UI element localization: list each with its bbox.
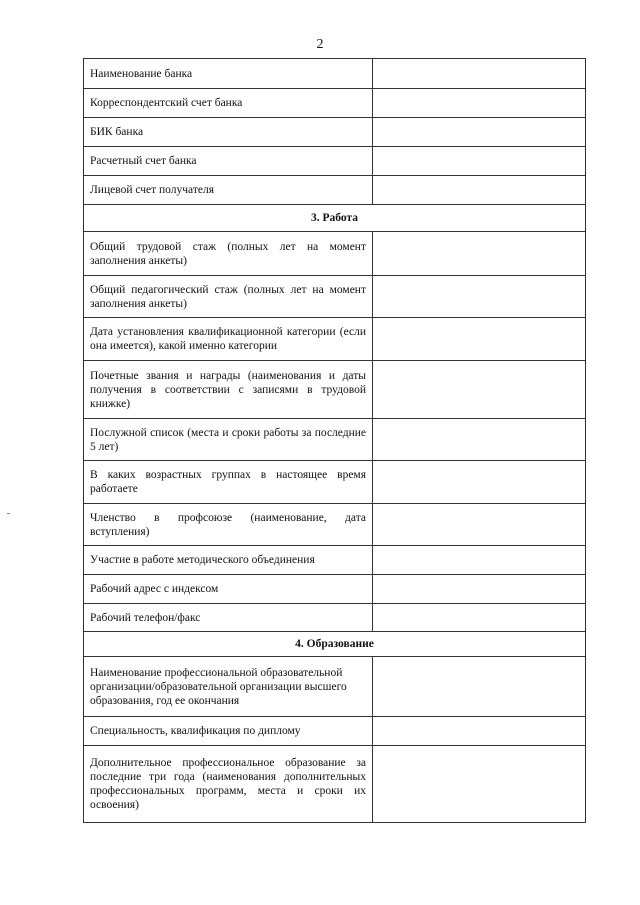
form-row: [84, 657, 586, 717]
section-header-row: [84, 632, 586, 657]
form-row: [84, 176, 586, 205]
field-label: Наименование банка: [84, 59, 373, 89]
field-value[interactable]: [373, 118, 586, 147]
field-value[interactable]: [373, 575, 586, 604]
field-label: В каких возрастных группах в настоящее время работаете: [84, 461, 373, 504]
field-value[interactable]: [373, 746, 586, 823]
form-row: [84, 419, 586, 461]
field-label: Дата установления квалификационной категории (если она имеется), какой именно категории: [84, 318, 373, 361]
field-label: Расчетный счет банка: [84, 147, 373, 176]
field-label: Рабочий адрес с индексом: [84, 575, 373, 604]
field-label: Дополнительное профессиональное образование за последние три года (наименования дополнительных профессиональных программ, места и сроки их освоения): [84, 746, 373, 823]
field-value[interactable]: [373, 604, 586, 632]
margin-mark: [7, 513, 10, 514]
field-value[interactable]: [373, 318, 586, 361]
form-row: [84, 147, 586, 176]
field-label: Общий трудовой стаж (полных лет на момент заполнения анкеты): [84, 232, 373, 276]
field-value[interactable]: [373, 419, 586, 461]
form-row: [84, 59, 586, 89]
field-value[interactable]: [373, 461, 586, 504]
field-label: БИК банка: [84, 118, 373, 147]
form-row: [84, 461, 586, 504]
field-value[interactable]: [373, 89, 586, 118]
field-value[interactable]: [373, 276, 586, 318]
field-value[interactable]: [373, 176, 586, 205]
field-value[interactable]: [373, 232, 586, 276]
field-label: Корреспондентский счет банка: [84, 89, 373, 118]
field-value[interactable]: [373, 717, 586, 746]
form-row: [84, 89, 586, 118]
form-row: [84, 604, 586, 632]
form-row: [84, 504, 586, 546]
field-value[interactable]: [373, 504, 586, 546]
field-label: Членство в профсоюзе (наименование, дата вступления): [84, 504, 373, 546]
section-title: 3. Работа: [84, 205, 586, 232]
field-value[interactable]: [373, 657, 586, 717]
questionnaire-table: [83, 58, 586, 823]
form-row: [84, 717, 586, 746]
field-value[interactable]: [373, 546, 586, 575]
field-label: Послужной список (места и сроки работы за последние 5 лет): [84, 419, 373, 461]
page-number: 2: [316, 37, 324, 52]
field-value[interactable]: [373, 59, 586, 89]
form-row: [84, 546, 586, 575]
field-label: Рабочий телефон/факс: [84, 604, 373, 632]
field-label: Участие в работе методического объединения: [84, 546, 373, 575]
field-label: Лицевой счет получателя: [84, 176, 373, 205]
form-row: [84, 232, 586, 276]
field-label: Почетные звания и награды (наименования и даты получения в соответствии с записями в трудовой книжке): [84, 361, 373, 419]
form-row: [84, 575, 586, 604]
form-row: [84, 276, 586, 318]
section-header-row: [84, 205, 586, 232]
field-label: Наименование профессиональной образовательной организации/образовательной организации высшего образования, год ее окончания: [84, 657, 373, 717]
form-row: [84, 361, 586, 419]
field-label: Специальность, квалификация по диплому: [84, 717, 373, 746]
field-label: Общий педагогический стаж (полных лет на момент заполнения анкеты): [84, 276, 373, 318]
section-title: 4. Образование: [84, 632, 586, 657]
field-value[interactable]: [373, 361, 586, 419]
field-value[interactable]: [373, 147, 586, 176]
form-row: [84, 118, 586, 147]
form-row: [84, 746, 586, 823]
form-row: [84, 318, 586, 361]
